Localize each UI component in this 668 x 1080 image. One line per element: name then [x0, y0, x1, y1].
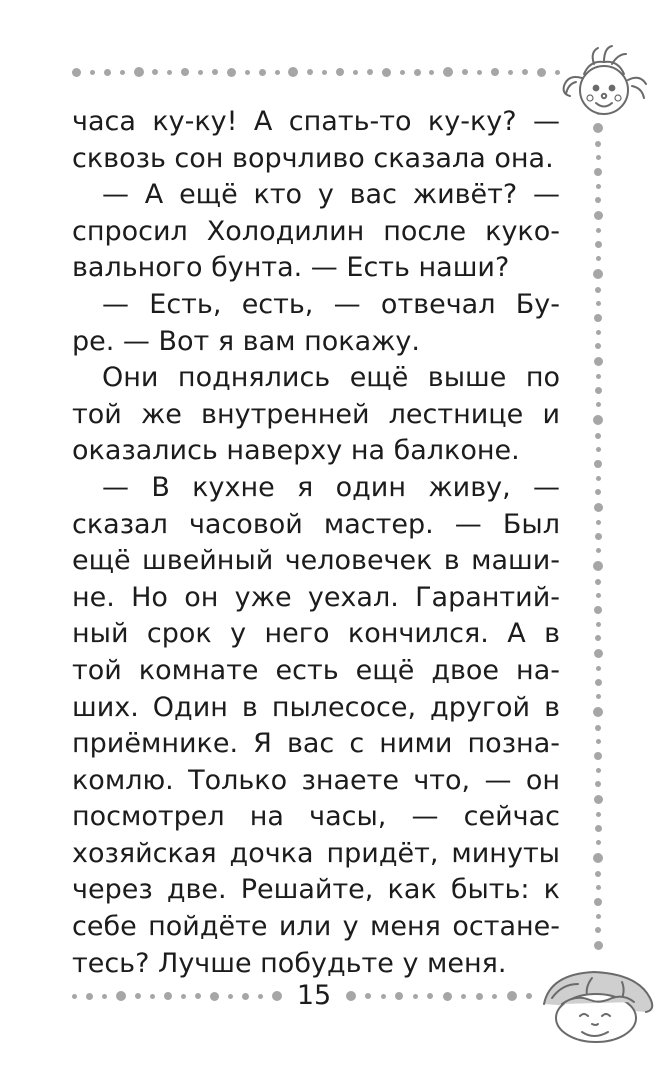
- text-line: тесь? Лучше побудьте у меня.: [72, 947, 507, 979]
- text-line: оказались наверху на балконе.: [72, 435, 520, 467]
- text-line: — Есть, есть, — отвечал Бу-: [102, 288, 560, 320]
- text-line: вального бунта. — Есть наши?: [72, 252, 510, 284]
- text-line: сказал часовой мастер. — Был: [72, 508, 560, 540]
- body-text: [72, 104, 560, 982]
- text-line: ещё швейный человечек в маши-: [72, 545, 560, 577]
- text-line: себе пойдёте или у меня остане-: [72, 911, 560, 943]
- text-line: ре. — Вот я вам покажу.: [72, 325, 420, 357]
- text-line: комлю. Только знаете что, — он: [72, 764, 560, 796]
- text-line: спросил Холодилин после куко-: [72, 215, 560, 247]
- text-line: ших. Один в пылесосе, другой в: [72, 691, 560, 723]
- text-line: посмотрел на часы, — сейчас: [72, 801, 560, 833]
- boy-face-icon: [532, 964, 664, 1048]
- bottom-left-dotted-border: [72, 988, 282, 1004]
- text-line: — В кухне я один живу, —: [102, 471, 560, 503]
- top-dotted-border: [72, 64, 560, 80]
- text-line: хозяйская дочка придёт, минуты: [72, 837, 560, 869]
- text-line: ный срок у него кончился. А в: [72, 618, 560, 650]
- text-line: через две. Решайте, как быть: к: [72, 874, 560, 906]
- page-number: 15: [296, 980, 332, 1011]
- girl-face-icon: [554, 38, 658, 128]
- text-line: Они поднялись ещё выше по: [102, 362, 560, 394]
- text-line: — А ещё кто у вас живёт? —: [102, 179, 560, 211]
- right-dotted-border: [590, 110, 606, 950]
- text-line: той же внутренней лестнице и: [72, 398, 560, 430]
- text-line: часа ку-ку! А спать-то ку-ку? —: [72, 106, 560, 137]
- text-line: той комнате есть ещё двое на-: [72, 654, 560, 686]
- text-line: сквозь сон ворчливо сказала она.: [72, 142, 554, 174]
- bottom-right-dotted-border: [346, 988, 532, 1004]
- text-line: не. Но он уже уехал. Гарантий-: [72, 581, 560, 613]
- text-line: приёмнике. Я вас с ними позна-: [72, 728, 560, 760]
